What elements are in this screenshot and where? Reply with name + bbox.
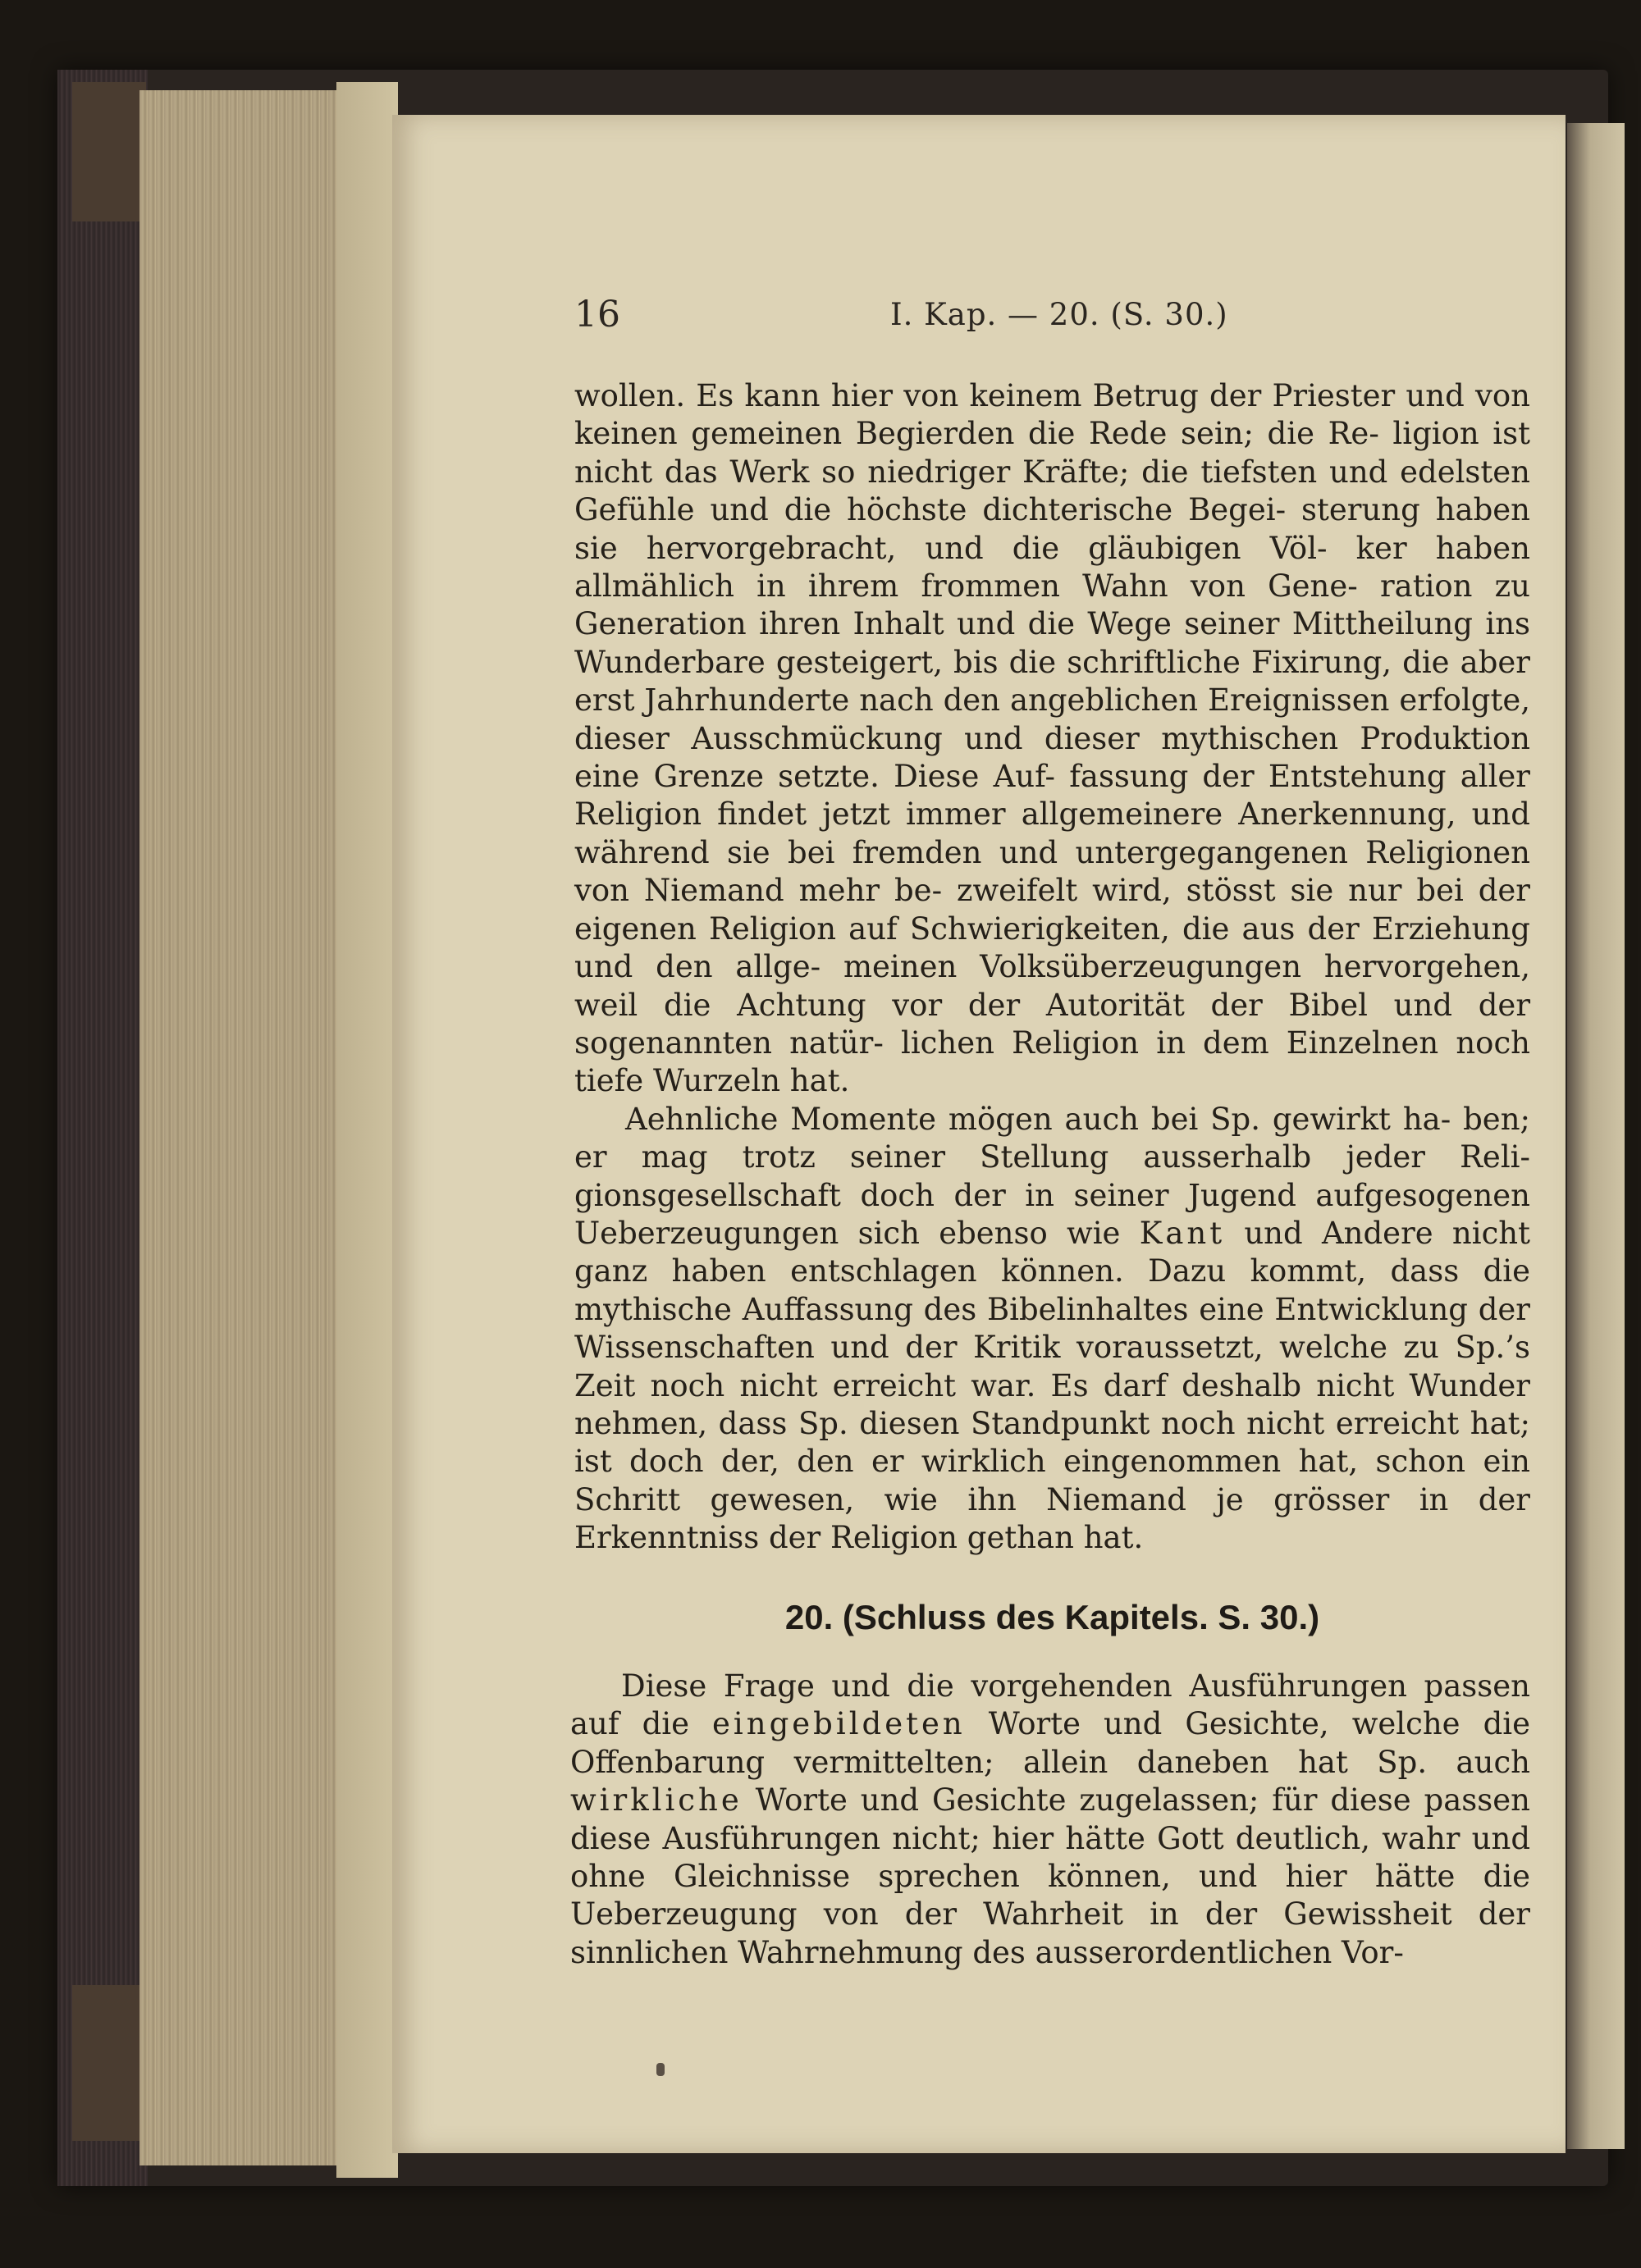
- text-run: Worte und Gesichte, welche die: [965, 1706, 1530, 1742]
- paper-blemish: [656, 2063, 665, 2076]
- text-line: Aehnliche Momente mögen auch bei Sp. gewirkt ha-: [625, 1101, 1451, 1137]
- main-text-block: [574, 377, 1530, 1558]
- paragraph-text-part: [574, 1102, 1530, 1213]
- line-with-kant: [574, 1216, 1530, 1251]
- paragraph-continued: [574, 377, 1530, 1101]
- text-line: ker haben allmählich in ihrem frommen Wahn von Gene-: [574, 530, 1530, 605]
- text-line: ligion ist nicht das Werk so niedriger Kräfte; die tiefsten: [574, 416, 1530, 490]
- running-head: I. Kap. — 20. (S. 30.): [890, 297, 1228, 332]
- text-line: vor der Autorität der Bibel und der sogenannten natür-: [574, 987, 1531, 1061]
- paragraph-text-part: [574, 1253, 1530, 1555]
- text-line: sterung haben sie hervorgebracht, und die gläubigen Völ-: [574, 492, 1530, 566]
- text-line: ration zu Generation ihren Inhalt und die Wege seiner: [574, 568, 1531, 642]
- text-line: die Ueberzeugung von der Wahrheit in der Gewissheit: [570, 1859, 1530, 1933]
- text-line: meinen Volksüberzeugungen hervorgehen, weil die Achtung: [574, 949, 1530, 1023]
- facing-page-edge: [1567, 123, 1625, 2149]
- text-line: Ereignissen erfolgte, dieser Ausschmückung und dieser: [574, 682, 1530, 756]
- text-line: fassung der Entstehung aller Religion findet jetzt immer: [574, 759, 1530, 833]
- text-line: der Wissenschaften und der Kritik voraussetzt, welche zu: [574, 1291, 1530, 1366]
- text-line: Diese Frage und die vorgehenden Ausführungen passen: [621, 1668, 1530, 1704]
- text-run: und Andere nicht: [1225, 1215, 1530, 1251]
- text-line: passen diese Ausführungen nicht; hier hätte Gott deutlich,: [570, 1782, 1530, 1856]
- text-line: Sp.’s Zeit noch nicht erreicht war. Es darf deshalb nicht: [574, 1330, 1531, 1403]
- text-line: und edelsten Gefühle und die höchste dichterische Begei-: [574, 454, 1531, 528]
- text-line: mythischen Produktion eine Grenze setzte. Diese Auf-: [574, 720, 1530, 795]
- text-run: Worte und Gesichte zugelassen; für diese: [742, 1782, 1411, 1819]
- section-heading: 20. (Schluss des Kapitels. S. 30.): [784, 1598, 1320, 1636]
- text-line: mythische Auffassung des Bibelinhaltes eine Entwicklung: [574, 1291, 1468, 1327]
- book-binding-edge: [57, 70, 148, 2186]
- text-line: zweifelt wird, stösst sie nur bei der eigenen Religion auf: [574, 873, 1530, 947]
- text-line: Wunder nehmen, dass Sp. diesen Standpunkt noch nicht: [574, 1367, 1530, 1441]
- spaced-name-kant: Kant: [1139, 1215, 1226, 1251]
- text-line: erreicht hat; ist doch der, den er wirklich eingenommen: [574, 1405, 1531, 1480]
- text-line: hat, schon ein Schritt gewesen, wie ihn Niemand je grösser: [574, 1444, 1531, 1517]
- section-text-block: [570, 1668, 1530, 1972]
- facing-page-marks: [1626, 1025, 1641, 1969]
- text-line: ben; er mag trotz seiner Stellung ausserhalb jeder Reli-: [574, 1101, 1530, 1175]
- paragraph-diese-frage: [570, 1668, 1530, 1972]
- text-line: Offenbarung vermittelten; allein daneben hat Sp. auch: [570, 1744, 1530, 1780]
- text-line: der sinnlichen Wahrnehmung des ausserordentlichen Vor-: [570, 1896, 1530, 1970]
- text-line: gionsgesellschaft doch der in seiner Jugend aufgesogenen: [574, 1177, 1530, 1213]
- cover-corner-bottom: [72, 1985, 146, 2141]
- page-edges-inner: [336, 82, 398, 2178]
- text-line: von keinen gemeinen Begierden die Rede sein; die Re-: [574, 378, 1530, 452]
- text-line: in der Erkenntniss der Religion gethan hat.: [574, 1481, 1530, 1556]
- page-header: [574, 294, 1543, 343]
- spaced-word: eingebildeten: [712, 1706, 966, 1742]
- paragraph-aehnliche: [574, 1101, 1530, 1558]
- text-run: auf die: [570, 1706, 713, 1742]
- text-run: Ueberzeugungen sich ebenso wie: [574, 1215, 1140, 1251]
- spaced-word: wirkliche: [570, 1782, 743, 1819]
- text-line: allgemeinere Anerkennung, und während sie bei fremden: [574, 796, 1530, 870]
- text-line: Mittheilung ins Wunderbare gesteigert, bis die schriftliche: [574, 606, 1531, 680]
- page-number: 16: [574, 294, 620, 335]
- text-line: wollen. Es kann hier von keinem Betrug der Priester und: [574, 378, 1465, 413]
- text-line: ganz haben entschlagen können. Dazu kommt, dass die: [574, 1253, 1530, 1289]
- cover-corner-top: [72, 82, 146, 221]
- text-line: und untergegangenen Religionen von Niemand mehr be-: [574, 834, 1530, 909]
- text-line: Schwierigkeiten, die aus der Erziehung und den allge-: [574, 910, 1530, 985]
- text-line: lichen Religion in dem Einzelnen noch tiefe Wurzeln hat.: [574, 1024, 1531, 1099]
- text-line: wahr und ohne Gleichnisse sprechen können, und hier hätte: [570, 1820, 1531, 1895]
- text-line: Fixirung, die aber erst Jahrhunderte nach den angeblichen: [574, 644, 1530, 719]
